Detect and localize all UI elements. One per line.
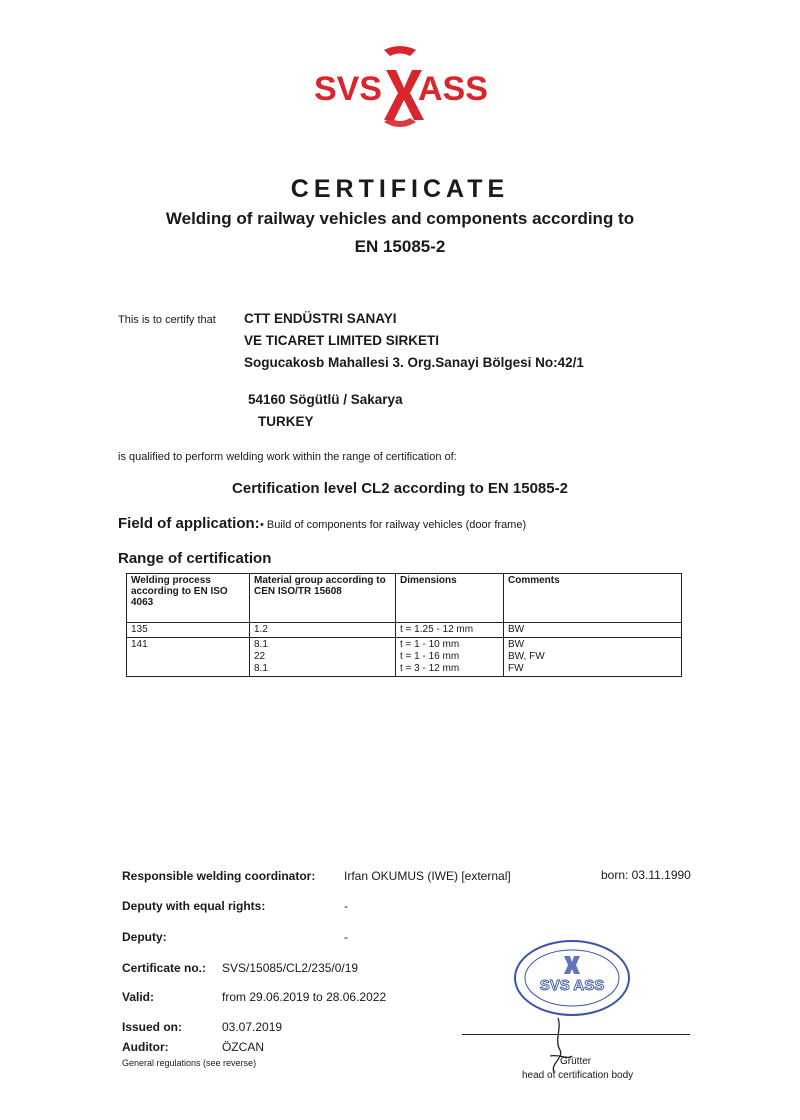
header-welding-process: Welding process according to EN ISO 4063 — [127, 574, 250, 623]
cell-dimensions-line: t = 1 - 10 mm — [400, 639, 460, 650]
header-material-group: Material group according to CEN ISO/TR 15608 — [250, 574, 396, 623]
company-name-line2: VE TICARET LIMITED SIRKETI — [244, 333, 440, 348]
cell-material-line: 8.1 — [254, 663, 268, 674]
cell-dimensions-line: t = 3 - 12 mm — [400, 663, 460, 674]
cell-comments: BW — [504, 623, 682, 638]
certificate-no-value: SVS/15085/CL2/235/0/19 — [222, 961, 359, 975]
coordinator-label: Responsible welding coordinator: — [122, 869, 316, 883]
certification-level: Certification level CL2 according to EN 15085-2 — [232, 480, 568, 497]
signatory-title: head of certification body — [522, 1070, 634, 1081]
field-of-application-text: • Build of components for railway vehicles (door frame) — [260, 519, 527, 531]
cell-dimensions — [396, 638, 504, 677]
signatory-name: Grütter — [560, 1056, 592, 1067]
range-title: Range of certification — [118, 550, 272, 567]
table-header-row — [127, 574, 682, 623]
company-address-line2: 54160 Sögütlü / Sakarya — [248, 392, 403, 407]
deputy-equal-value: - — [344, 899, 348, 913]
logo-right-text: ASS — [418, 70, 488, 108]
cell-process: 141 — [127, 638, 250, 677]
certification-stamp — [512, 938, 632, 1018]
valid-label: Valid: — [122, 990, 155, 1004]
certificate-no-label: Certificate no.: — [122, 961, 207, 975]
logo-left-text: SVS — [313, 70, 382, 108]
cell-comments — [504, 638, 682, 677]
certificate-standard: EN 15085-2 — [354, 237, 446, 256]
general-regulations: General regulations (see reverse) — [122, 1058, 257, 1068]
company-name-line1: CTT ENDÜSTRI SANAYI — [244, 311, 397, 326]
deputy-label: Deputy: — [122, 930, 167, 944]
header-dimensions: Dimensions — [396, 574, 504, 623]
deputy-equal-label: Deputy with equal rights: — [122, 899, 266, 913]
deputy-value: - — [344, 930, 348, 944]
signature-scribble — [540, 1016, 580, 1076]
range-table — [126, 573, 682, 677]
cell-material-line: 22 — [254, 651, 266, 662]
table-row — [127, 623, 682, 638]
auditor-value: ÖZCAN — [222, 1040, 264, 1054]
cell-comments-line: FW — [508, 663, 524, 674]
header-comments: Comments — [504, 574, 682, 623]
issued-value: 03.07.2019 — [222, 1020, 283, 1034]
cell-material — [250, 638, 396, 677]
cell-dimensions: t = 1.25 - 12 mm — [396, 623, 504, 638]
field-of-application-label: Field of application: — [118, 515, 260, 532]
valid-value: from 29.06.2019 to 28.06.2022 — [222, 990, 387, 1004]
cell-material-line: 8.1 — [254, 639, 268, 650]
company-address-line1: Sogucakosb Mahallesi 3. Org.Sanayi Bölgesi No:42/1 — [244, 355, 584, 370]
coordinator-value: Irfan OKUMUS (IWE) [external] — [344, 869, 511, 883]
stamp-text: SVS ASS — [539, 977, 605, 994]
coordinator-born: born: 03.11.1990 — [601, 868, 691, 882]
company-country: TURKEY — [258, 414, 314, 429]
certificate-title: CERTIFICATE — [290, 175, 510, 203]
cell-process: 135 — [127, 623, 250, 638]
cell-comments-line: BW, FW — [508, 651, 545, 662]
auditor-label: Auditor: — [122, 1040, 169, 1054]
certify-intro: This is to certify that — [118, 314, 216, 326]
svsxass-logo — [300, 40, 500, 130]
cell-dimensions-line: t = 1 - 16 mm — [400, 651, 460, 662]
issued-label: Issued on: — [122, 1020, 183, 1034]
certificate-subtitle: Welding of railway vehicles and components according to — [165, 209, 635, 228]
qualified-text: is qualified to perform welding work within the range of certification of: — [118, 451, 457, 463]
cell-comments-line: BW — [508, 639, 525, 650]
table-row — [127, 638, 682, 677]
cell-material: 1.2 — [250, 623, 396, 638]
